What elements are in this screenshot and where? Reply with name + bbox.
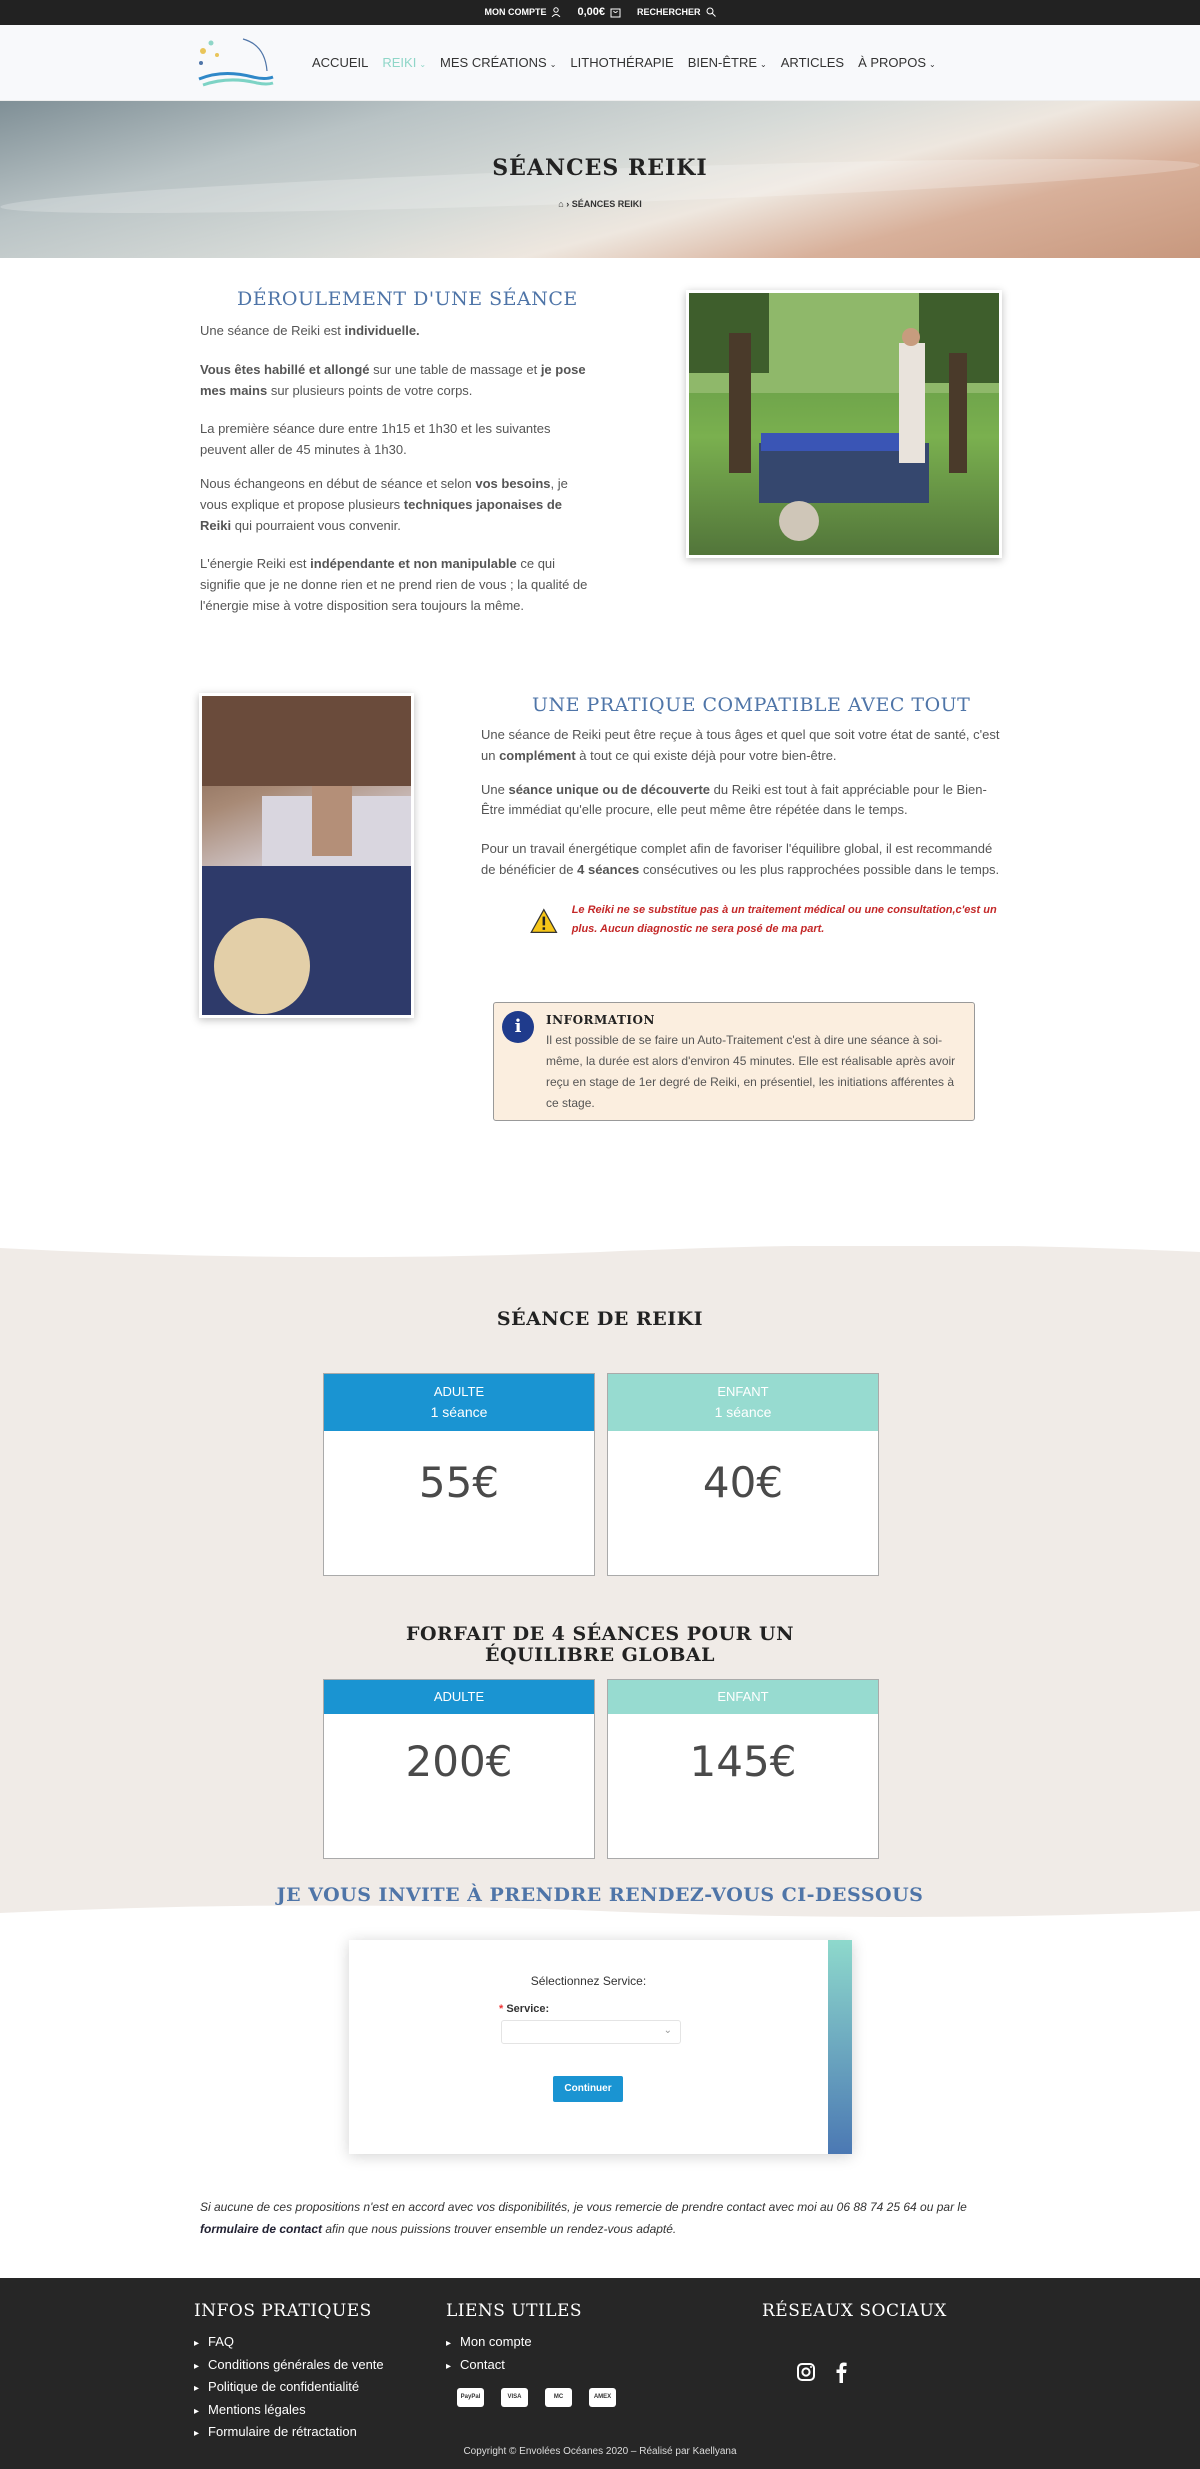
info-text: Il est possible de se faire un Auto-Traitement c'est à dire une séance à soi-même, la durée est alors d'environ 45 minutes. Elle est réalisable après avoir reçu en stage de 1er degré de Reiki, en présentiel, les initiations afférentes à ce stage. (546, 1033, 956, 1111)
continue-button[interactable]: Continuer (553, 2076, 623, 2102)
price-amount: 145€ (689, 1737, 797, 1786)
reiki-treatment-photo (199, 693, 414, 1018)
page-title: SÉANCES REIKI (492, 155, 708, 181)
price-amount: 55€ (418, 1458, 500, 1507)
nav-a-propos[interactable] (858, 53, 936, 74)
price-card-child-package (607, 1679, 879, 1859)
footer-infos-list (194, 2332, 384, 2445)
footer-social-title: RÉSEAUX SOCIAUX (762, 2301, 947, 2321)
contact-note: Si aucune de ces propositions n'est en accord avec vos disponibilités, je vous remercie de prendre contact avec moi au 06 88 74 25 64 ou par le formulaire de contact afin que nous puissions trouver ensemble un rendez-vous adapté. (200, 2200, 967, 2236)
footer-link[interactable]: ▸ Contact (446, 2355, 532, 2378)
nav-reiki-label: REIKI (382, 55, 417, 70)
paypal-icon: PayPal (457, 2388, 484, 2407)
footer-links-title: LIENS UTILES (446, 2301, 583, 2321)
price-amount: 40€ (702, 1458, 784, 1507)
contact-form-link[interactable]: formulaire de contact (200, 2221, 323, 2236)
price-card-label: ADULTE (433, 1384, 485, 1399)
nav-reiki[interactable] (382, 53, 426, 74)
price-card-adult-package (323, 1679, 595, 1859)
service-label-text: Service: (506, 2003, 550, 2015)
info-icon: i (502, 1011, 534, 1043)
payment-methods (457, 2388, 616, 2407)
section2-title: UNE PRATIQUE COMPATIBLE AVEC TOUT (532, 694, 971, 716)
chevron-down-icon: ⌄ (760, 60, 767, 69)
chevron-down-icon: ⌄ (419, 60, 427, 69)
s1-para: Vous êtes habillé et allongé sur une table de massage et je pose mes mains sur plusieurs points de votre corps. (200, 361, 586, 398)
price-card-sub: 1 séance (714, 1403, 772, 1420)
cart-link[interactable]: 0,00€ (577, 4, 621, 22)
section1-text (200, 321, 592, 630)
footer-link[interactable]: ▸ Formulaire de rétractation (194, 2422, 384, 2445)
warning-text: Le Reiki ne se substitue pas à un traitement médical ou une consultation,c'est un plus. Aucun diagnostic ne sera posé de ma part. (571, 904, 997, 935)
user-icon (551, 7, 561, 17)
price-card-child-single (607, 1373, 879, 1576)
price-amount: 200€ (405, 1737, 513, 1786)
footer-link[interactable]: ▸ FAQ (194, 2332, 384, 2355)
main-nav (312, 53, 936, 74)
hero-banner (0, 101, 1200, 258)
footer-link[interactable]: ▸ Conditions générales de vente (194, 2355, 384, 2378)
s1-para: La première séance dure entre 1h15 et 1h30 et les suivantes peuvent aller de 45 minutes à 1h30. (200, 421, 551, 458)
footer-link[interactable]: ▸ Politique de confidentialité (194, 2377, 384, 2400)
top-bar (0, 0, 1200, 25)
s1-para: L'énergie Reiki est indépendante et non manipulable ce qui signifie que je ne donne rien et ne prend rien de vous ; la qualité de l'énergie mise à votre disposition sera toujours la même. (200, 556, 588, 613)
logo[interactable] (193, 31, 277, 93)
nav-mes-creations-label: MES CRÉATIONS (440, 55, 547, 70)
pricing-title-package: FORFAIT DE 4 SÉANCES POUR UN ÉQUILIBRE GLOBAL (406, 1623, 794, 1666)
price-card-adult-single (323, 1373, 595, 1576)
footer-infos-title: INFOS PRATIQUES (194, 2301, 372, 2321)
price-card-header (324, 1374, 594, 1431)
cart-icon (610, 7, 621, 18)
price-card-label: ENFANT (717, 1384, 769, 1399)
s2-para: Une séance de Reiki peut être reçue à tous âges et quel que soit votre état de santé, c'est un complément à tout ce qui existe déjà pour votre bien-être. (481, 727, 1000, 763)
nav-lithotherapie[interactable]: LITHOTHÉRAPIE (570, 55, 674, 70)
warning-notice (530, 901, 1000, 941)
account-link[interactable]: MON COMPTE (484, 5, 561, 19)
nav-bien-etre-label: BIEN-ÊTRE (687, 55, 758, 70)
nav-mes-creations[interactable] (440, 53, 556, 74)
service-select[interactable] (501, 2020, 681, 2044)
chevron-down-icon: ⌄ (549, 60, 557, 69)
site-header (0, 25, 1200, 101)
pricing-title-single: SÉANCE DE REIKI (496, 1308, 704, 1330)
site-footer (0, 2278, 1200, 2469)
warning-icon (530, 901, 558, 941)
main-content (0, 258, 1200, 2469)
nav-bien-etre[interactable] (688, 53, 767, 74)
chevron-down-icon: ⌄ (929, 60, 936, 69)
breadcrumb-current: SÉANCES REIKI (571, 199, 642, 209)
form-accent-strip (828, 1940, 852, 2154)
instagram-icon[interactable] (796, 2362, 816, 2382)
amex-icon: AMEX (589, 2388, 616, 2407)
nav-a-propos-label: À PROPOS (858, 55, 927, 70)
nav-articles[interactable]: ARTICLES (780, 55, 845, 70)
mastercard-icon: MC (545, 2388, 572, 2407)
chevron-down-icon: ⌄ (663, 2025, 672, 2036)
pricing-top-wave (0, 1242, 1200, 1266)
price-card-label: ENFANT (608, 1680, 878, 1714)
search-icon (706, 7, 716, 17)
visa-icon: VISA (501, 2388, 528, 2407)
footer-link[interactable]: ▸ Mon compte (446, 2332, 532, 2355)
price-card-label: ADULTE (324, 1680, 594, 1714)
breadcrumb: ⌂ › SÉANCES REIKI (558, 199, 642, 209)
booking-form (349, 1940, 852, 2154)
section1-title: DÉROULEMENT D'UNE SÉANCE (237, 288, 578, 310)
price-card-header (608, 1374, 878, 1431)
search-link[interactable]: RECHERCHER (637, 5, 716, 19)
pricing-section (0, 1246, 1200, 1917)
section2-text (481, 725, 1001, 894)
s1-para: Nous échangeons en début de séance et selon vos besoins, je vous explique et propose plusieurs techniques japonaises de Reiki qui pourraient vous convenir. (200, 475, 568, 533)
price-card-sub: 1 séance (430, 1403, 488, 1420)
home-icon[interactable]: ⌂ (558, 199, 564, 209)
service-label: * Service: (499, 2003, 550, 2015)
facebook-icon[interactable] (834, 2361, 848, 2383)
info-box (493, 1002, 975, 1121)
s2-para: Pour un travail énergétique complet afin de favoriser l'équilibre global, il est recommandé de bénéficier de 4 séances consécutives ou les plus rapprochées possible dans le temps. (481, 841, 1000, 877)
footer-link[interactable]: ▸ Mentions légales (194, 2400, 384, 2423)
booking-title: JE VOUS INVITE À PRENDRE RENDEZ-VOUS CI-DESSOUS (276, 1884, 924, 1906)
s1-para: Une séance de Reiki est individuelle. (200, 323, 420, 338)
footer-links-list (446, 2332, 532, 2377)
nav-accueil[interactable]: ACCUEIL (312, 55, 369, 70)
info-title: INFORMATION (546, 1013, 655, 1027)
reiki-session-photo (686, 290, 1002, 558)
s2-para: Une séance unique ou de découverte du Reiki est tout à fait appréciable pour le Bien-Être immédiat qu'elle procure, elle peut même être répétée dans le temps. (481, 781, 987, 818)
copyright: Copyright © Envolées Océanes 2020 – Réalisé par Kaellyana (463, 2446, 737, 2457)
select-service-heading: Sélectionnez Service: (530, 1974, 647, 1988)
